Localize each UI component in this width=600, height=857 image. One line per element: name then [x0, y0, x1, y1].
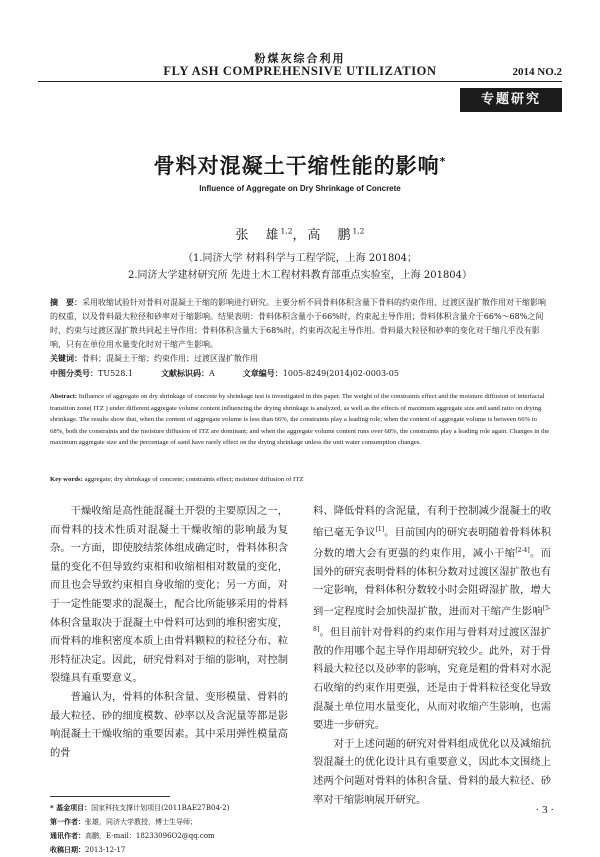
authors: 张 雄$^{1,2}$，高 鹏$^{1,2}$: [235, 226, 365, 243]
author-1: 张 雄: [235, 228, 281, 243]
footnote-first-author: [50, 815, 290, 829]
footnotes: [50, 801, 290, 857]
title-footnote-mark: *: [439, 155, 447, 168]
footnote-label: 通讯作者：: [50, 832, 85, 840]
footnote-label: * 基金项目：: [50, 804, 92, 812]
page-number: · 3 ·: [535, 804, 554, 816]
footnote-text: 国家科技支撑计划项目(2011BAE27B04-2): [91, 804, 230, 812]
text-run: 。而国外的研究表明骨料的体积分数对过渡区湿扩散也有一定影响，骨料体积分数较小时会阻碍湿扩散，增大到一定程度时会加快湿扩散，进而对干缩产生影响: [313, 547, 552, 618]
affiliation-2: 2.同济大学建材研究所 先进土木工程材料教育部重点实验室，上海 201804）: [127, 270, 473, 281]
doc-code-label: 文献标识码：: [160, 369, 209, 378]
keywords-en-label: Key words:: [50, 476, 83, 483]
keywords-text: 骨料；混凝土干缩；约束作用；过渡区湿扩散作用: [82, 354, 258, 363]
abstract-en-label: Abstract:: [50, 393, 78, 400]
text-run: 。但目前针对骨料的约束作用与骨料对过渡区湿扩散的作用哪个起主导作用却研究较少。此外，对于骨料最大粒径以及砂率的影响，究竟是粗的骨料对水泥石收缩的约束作用更强，还是由于骨料粒径变化导致混凝土单位用水量变化，从而对收缩产生影响，也需要进一步研究。: [313, 626, 551, 732]
body-column-left: [50, 502, 288, 762]
clc-value: TU528.1: [98, 369, 133, 378]
clc-label: 中图分类号：: [50, 369, 98, 378]
abstract-en-text: Influence of aggregate on dry shrinkage of concrete by shrinkage test is investigated in this paper. The weight of the constraints effect and the moisture diffusion of interfacial transition zone( ITZ ) under different aggregate volume content influencing the drying shrinkage is analyzed, as well as the effects of maximum aggregate size and sand ratio on drying shrinkage. The results show that, when the content of aggregate volume is less than 66%, the constraints play a leading role; when the content of aggregate volume is between 66% to 68%, both the constraints and the moisture diffusion of ITZ are dominant; and when the aggregate volume content runs over 68%, the constraints play a leading role again. Changes in the maximum aggregate size and the percentage of sand have rarely effect on the drying shrinkage unless the unit water consumption changes.: [50, 393, 550, 446]
keywords-label: 关键词：: [50, 354, 82, 363]
header-rule: [38, 81, 562, 82]
footnote-text: 张雄，同济大学教授，博士生导师；: [85, 818, 197, 826]
abstract-cn: [50, 296, 550, 352]
paragraph: 对于上述问题的研究对骨料组成优化以及减缩抗裂混凝土的优化设计具有重要意义，因此本文围绕上述两个问题对骨料的体积含量、骨料的最大粒径、砂率对干缩影响展开研究。: [313, 737, 551, 806]
abstract-label: 摘 要：: [50, 298, 82, 307]
issue-number: 2014 NO.2: [512, 66, 562, 78]
footnote-label: 第一作者：: [50, 818, 85, 826]
citation: [1]: [375, 525, 385, 533]
citation: [5-8]: [313, 604, 551, 633]
citation: [2-4]: [515, 546, 530, 554]
text-run: 料、降低骨料的含泥量，有利于控制减少混凝土的收缩已毫无争议: [313, 505, 551, 539]
doc-code-value: A: [208, 369, 215, 378]
journal-title-cn: 粉煤灰综合利用: [254, 52, 346, 65]
article-no-value: 1005-8249(2014)02-0003-05: [282, 369, 399, 378]
footnote-text: 2013-12-17: [85, 846, 126, 854]
author-1-affil: 1,2: [280, 226, 293, 236]
footnote-rule: [50, 796, 170, 797]
abstract-text: 采用收缩试验针对骨料对混凝土干缩的影响进行研究。主要分析不同骨料体积含量下骨料的约束作用、过渡区湿扩散作用对干缩影响的权重，以及骨料最大粒径和砂率对于缩影响。结果表明：骨料体积含量小于66%时，约束起主导作用；骨料体积含量介于66%～68%之间时，约束与过渡区湿扩散共同起主导作用；骨料体积含量大于68%时，约束再次起主导作用。骨料最大粒径和砂率的变化对干缩几乎没有影响，只有在单位用水量变化时对干缩产生影响。: [50, 298, 546, 349]
footnote-text: 高鹏，E-mail：18233096O2@qq.com: [85, 832, 215, 840]
body-column-right: [313, 502, 551, 809]
article-title-en: Influence of Aggregate on Dry Shrinkage of Concrete: [199, 184, 401, 193]
author-2-affil: 1,2: [352, 226, 365, 236]
footnote-label: 收稿日期：: [50, 846, 85, 854]
article-title-cn: [0, 150, 600, 180]
section-tag: 专题研究: [460, 88, 562, 112]
text-run: 。目前国内的研究表明随着骨料体积分数的增大会有更强的约束作用，减小干缩: [313, 526, 552, 560]
article-no-label: 文章编号：: [242, 369, 283, 378]
paragraph: [313, 502, 551, 735]
footnote-fund: [50, 801, 290, 815]
keywords-en-text: aggregate; dry shrinkage of concrete; constraints effect; moisture diffusion of ITZ: [84, 476, 304, 483]
footnote-contact: [50, 829, 290, 843]
keywords-en: [50, 476, 550, 483]
footnote-received: [50, 843, 290, 857]
keywords-cn: [50, 353, 550, 364]
journal-title-en: FLY ASH COMPREHENSIVE UTILIZATION: [163, 64, 437, 78]
title-text: 骨料对混凝土干缩性能的影响: [153, 154, 440, 178]
paragraph: 干燥收缩是高性能混凝土开裂的主要原因之一，而骨料的技术性质对混凝土干燥收缩的影响最为复杂。一方面，即使胶结浆体组成确定时，骨料体积含量的变化不但导致约束相和收缩相相对数量的变化，而且也会导致约束相自身收缩的变化；另一方面，对于一定性能要求的混凝土，配合比所能够采用的骨料体积含量取决于混凝土中骨料可达到的堆积密实度，而骨料的堆积密度本质上由骨料颗粒的粒径分布、粒形特征决定。因此，研究骨料对于缩的影响，对控制裂缝具有重要意义。: [50, 505, 288, 685]
author-2: 高 鹏: [307, 228, 353, 243]
paragraph: 普遍认为，骨料的体积含量、变形模量、骨料的最大粒径、砂的细度模数、砂率以及含泥量等都是影响混凝土干燥收缩的重要因素。其中采用弹性模量高的骨: [50, 690, 288, 759]
abstract-en: [50, 391, 550, 449]
affiliation-1: （1.同济大学 材料科学与工程学院，上海 201804；: [182, 253, 418, 264]
classification-row: [50, 368, 550, 379]
